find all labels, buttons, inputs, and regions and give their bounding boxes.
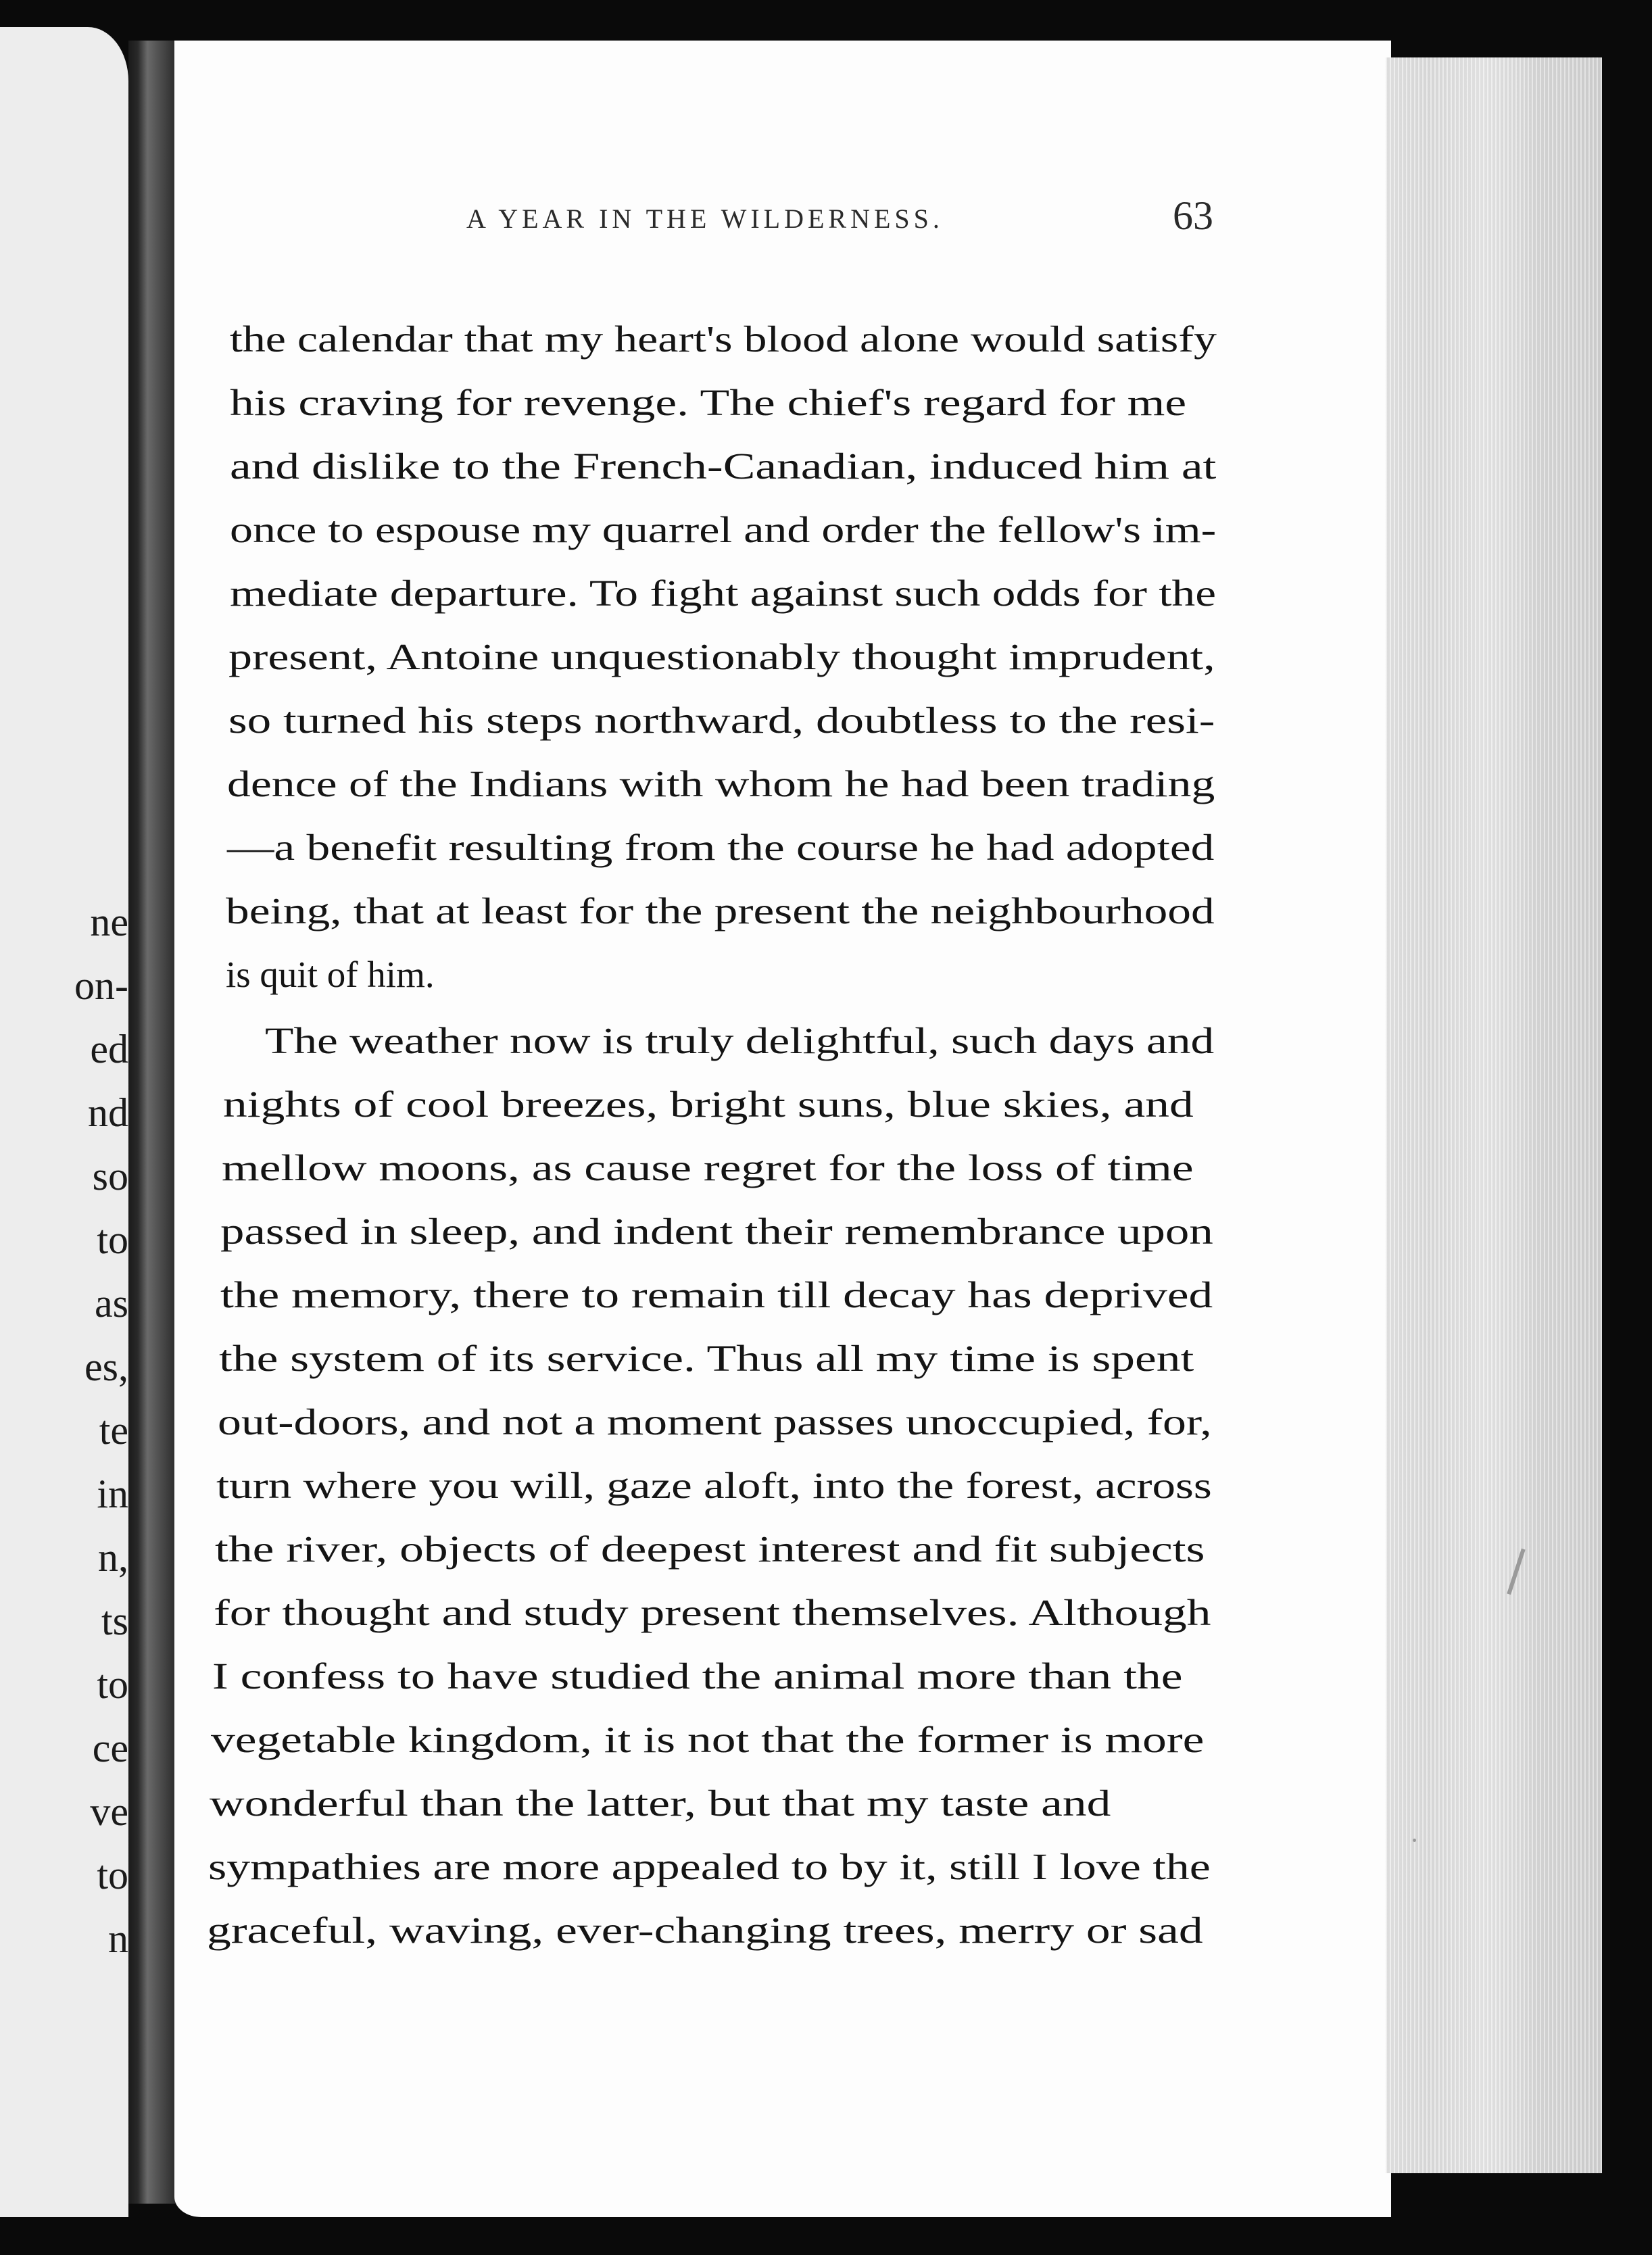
- text-line: I confess to have studied the animal more than the: [212, 1655, 1183, 1697]
- left-fragment: ve: [90, 1789, 128, 1834]
- text-line: nights of cool breezes, bright suns, blue skies, and: [223, 1084, 1194, 1125]
- running-head: A YEAR IN THE WILDERNESS.: [466, 203, 944, 234]
- left-fragment: ne: [90, 900, 128, 944]
- text-line: for thought and study present themselves. Although: [214, 1592, 1211, 1633]
- text-line: passed in sleep, and indent their remembrance upon: [220, 1211, 1213, 1252]
- text-line: out-doors, and not a moment passes unoccupied, for,: [218, 1401, 1212, 1442]
- text-line: graceful, waving, ever-changing trees, merry or sad: [207, 1910, 1203, 1951]
- left-fragment: es,: [84, 1344, 128, 1389]
- left-fragment: te: [99, 1408, 128, 1453]
- left-fragment: n,: [98, 1535, 128, 1580]
- left-fragment: as: [95, 1281, 128, 1326]
- text-line: The weather now is truly delightful, such days and: [265, 1020, 1215, 1061]
- text-line: present, Antoine unquestionably thought imprudent,: [228, 636, 1215, 677]
- text-line: mellow moons, as cause regret for the loss of time: [222, 1147, 1194, 1188]
- page-number: 63: [1173, 193, 1213, 238]
- left-fragment: to: [97, 1662, 128, 1707]
- text-line: the calendar that my heart's blood alone would satisfy: [230, 318, 1217, 360]
- text-line: the system of its service. Thus all my time is spent: [219, 1338, 1194, 1379]
- text-line: dence of the Indians with whom he had been trading: [227, 763, 1215, 804]
- left-fragment: ts: [101, 1599, 128, 1643]
- left-fragment: to: [97, 1853, 128, 1897]
- text-line: the memory, there to remain till decay has deprived: [220, 1274, 1213, 1315]
- text-line: wonderful than the latter, but that my taste and: [210, 1783, 1111, 1824]
- left-fragment: ed: [90, 1027, 128, 1071]
- left-fragment: in: [97, 1472, 128, 1516]
- left-fragment: to: [97, 1217, 128, 1262]
- left-fragment: so: [92, 1154, 128, 1198]
- text-line: sympathies are more appealed to by it, still I love the: [208, 1846, 1211, 1887]
- text-line: —a benefit resulting from the course he had adopted: [227, 827, 1215, 868]
- text-line: his craving for revenge. The chief's regard for me: [230, 382, 1187, 423]
- text-line: the river, objects of deepest interest and fit subjects: [215, 1528, 1205, 1570]
- text-line: turn where you will, gaze aloft, into the forest, across: [216, 1465, 1212, 1506]
- text-line: mediate departure. To fight against such odds for the: [230, 573, 1216, 614]
- text-line: once to espouse my quarrel and order the fellow's im-: [230, 509, 1217, 550]
- left-fragment: n: [108, 1916, 128, 1961]
- left-fragment: ce: [92, 1726, 128, 1770]
- page-speck: [1413, 1839, 1416, 1842]
- text-line: is quit of him.: [226, 954, 435, 995]
- text-line: vegetable kingdom, it is not that the former is more: [211, 1719, 1205, 1760]
- left-fragment: nd: [88, 1090, 128, 1135]
- left-fragment: on-: [74, 963, 128, 1008]
- text-line: so turned his steps northward, doubtless to the resi-: [228, 700, 1215, 741]
- text-line: being, that at least for the present the neighbourhood: [226, 890, 1215, 931]
- text-line: and dislike to the French-Canadian, induced him at: [230, 445, 1217, 487]
